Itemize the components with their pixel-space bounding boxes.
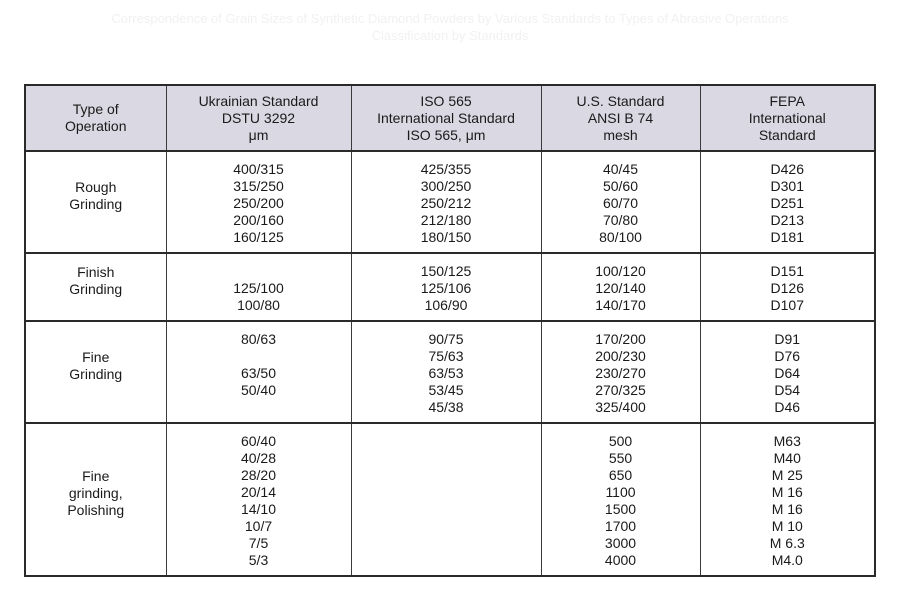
grain-size-value: D91	[774, 331, 801, 347]
header-text-line: U.S. Standard	[576, 92, 665, 109]
grain-size-value: 120/140	[595, 280, 646, 296]
grain-size-value: 160/125	[233, 229, 284, 245]
header-text-line: DSTU 3292	[221, 109, 296, 126]
ansi-cell	[541, 321, 700, 423]
operation-label: Grinding	[69, 196, 123, 212]
iso-cell	[351, 253, 541, 321]
grain-size-value: 325/400	[595, 399, 646, 415]
operation-label: Fine	[82, 349, 110, 365]
grain-size-value: 50/60	[602, 178, 639, 194]
grain-size-value: 200/230	[595, 348, 646, 364]
operation-cell	[25, 321, 166, 423]
grain-size-value: 75/63	[428, 348, 464, 364]
operation-label: grinding,	[68, 485, 123, 501]
grain-size-value: 20/14	[240, 484, 277, 500]
grain-size-value: 90/75	[428, 331, 464, 347]
grain-size-value: D107	[770, 297, 804, 313]
header-row	[25, 85, 875, 151]
grain-size-value: D126	[770, 280, 804, 296]
grain-size-value: 425/355	[420, 161, 472, 177]
header-us-standard	[541, 85, 700, 151]
grain-size-value: D54	[774, 382, 801, 398]
grain-size-value: 28/20	[240, 467, 277, 483]
grain-size-value: 550	[608, 450, 633, 466]
grain-size-value: 63/50	[240, 365, 277, 381]
ansi-cell	[541, 151, 700, 253]
grain-size-value: 300/250	[420, 178, 472, 194]
grain-size-value: 200/160	[233, 212, 284, 228]
header-text-line: μm	[248, 126, 269, 143]
grain-size-value: 40/45	[602, 161, 639, 177]
fepa-cell	[700, 423, 875, 576]
grain-size-value: 3000	[604, 535, 637, 551]
grain-size-value: D301	[770, 178, 804, 194]
header-text-line: Standard	[758, 126, 816, 143]
grain-size-value: 140/170	[595, 297, 646, 313]
grain-size-value: 53/45	[428, 382, 464, 398]
grain-size-value: 230/270	[595, 365, 646, 381]
header-text-line: ANSI B 74	[587, 109, 654, 126]
header-text-line: Type of	[72, 101, 119, 117]
header-text-line: mesh	[603, 126, 638, 143]
grain-size-value: 125/106	[420, 280, 472, 296]
grain-size-table	[24, 84, 876, 577]
grain-size-value: D151	[770, 263, 804, 279]
dstu-cell	[166, 423, 351, 576]
grain-size-value: D76	[774, 348, 801, 364]
grain-size-value: 60/70	[602, 195, 639, 211]
table-row	[25, 151, 875, 253]
grain-size-value: 100/80	[237, 297, 280, 313]
grain-size-value: D213	[770, 212, 804, 228]
table-row	[25, 253, 875, 321]
grain-size-value: 80/100	[599, 229, 642, 245]
faded-title-line-1: Correspondence of Grain Sizes of Synthetic Diamond Powders by Various Standards to Types of Abrasive Operations	[111, 11, 789, 26]
grain-size-value: 45/38	[428, 399, 464, 415]
grain-size-value: M 25	[771, 467, 803, 483]
grain-size-value: 650	[608, 467, 633, 483]
grain-size-value: 14/10	[240, 501, 277, 517]
iso-cell	[351, 321, 541, 423]
iso-cell	[351, 151, 541, 253]
grain-size-value: 5/3	[248, 552, 269, 568]
header-type-of-operation	[25, 85, 166, 151]
operation-label: Fine	[82, 468, 110, 484]
grain-size-value: 100/120	[595, 263, 646, 279]
fepa-cell	[700, 321, 875, 423]
operation-cell	[25, 423, 166, 576]
header-text-line: ISO 565	[420, 92, 472, 109]
grain-size-value: 1100	[605, 484, 636, 500]
grain-size-value: 4000	[604, 552, 637, 568]
table-row	[25, 321, 875, 423]
grain-size-value: D181	[770, 229, 804, 245]
faded-title-line-2: Classification by Standards	[371, 28, 529, 43]
table-row	[25, 423, 875, 576]
grain-size-value: 212/180	[420, 212, 472, 228]
header-iso-565	[351, 85, 541, 151]
grain-size-value: 125/100	[233, 280, 284, 296]
grain-size-value: M 10	[771, 518, 803, 534]
iso-cell	[351, 423, 541, 576]
dstu-cell	[166, 253, 351, 321]
fepa-cell	[700, 253, 875, 321]
header-text-line: FEPA	[769, 92, 806, 109]
grain-size-value: 400/315	[233, 161, 284, 177]
operation-label: Finish	[77, 264, 115, 280]
header-text-line: Ukrainian Standard	[198, 92, 319, 109]
operation-label: Grinding	[69, 281, 123, 297]
ansi-cell	[541, 423, 700, 576]
grain-size-value: 50/40	[240, 382, 277, 398]
grain-size-value: 250/200	[233, 195, 284, 211]
grain-size-value: 1500	[604, 501, 637, 517]
grain-size-value: 150/125	[420, 263, 472, 279]
header-text-line: Operation	[65, 118, 127, 134]
grain-size-value: 170/200	[595, 331, 646, 347]
grain-size-value: 10/7	[244, 518, 273, 534]
grain-size-value: 315/250	[233, 178, 284, 194]
grain-size-value: M40	[773, 450, 801, 466]
grain-size-value: M 16	[771, 501, 803, 517]
operation-label: Rough	[75, 179, 117, 195]
grain-size-value: 70/80	[602, 212, 639, 228]
operation-cell	[25, 151, 166, 253]
grain-size-value: 80/63	[240, 331, 277, 347]
grain-size-value: M63	[773, 433, 801, 449]
grain-size-value: 106/90	[424, 297, 468, 313]
grain-size-value: 60/40	[240, 433, 277, 449]
grain-size-value: 180/150	[420, 229, 472, 245]
dstu-cell	[166, 321, 351, 423]
operation-cell	[25, 253, 166, 321]
header-fepa	[700, 85, 875, 151]
grain-size-value: 250/212	[420, 195, 472, 211]
grain-size-value: 63/53	[428, 365, 464, 381]
grain-size-value: M 16	[771, 484, 803, 500]
grain-size-value: M4.0	[771, 552, 803, 568]
grain-size-value: D46	[774, 399, 801, 415]
header-ukrainian-standard	[166, 85, 351, 151]
grain-size-value: 40/28	[240, 450, 277, 466]
grain-size-value: D426	[770, 161, 804, 177]
grain-size-value: D251	[770, 195, 804, 211]
grain-size-value: 270/325	[595, 382, 646, 398]
faded-page-title	[20, 10, 880, 44]
operation-label: Grinding	[69, 366, 123, 382]
header-text-line: ISO 565, μm	[406, 126, 486, 143]
dstu-cell	[166, 151, 351, 253]
grain-size-value: 1700	[604, 518, 637, 534]
grain-size-value: 7/5	[248, 535, 269, 551]
grain-size-value: D64	[774, 365, 801, 381]
ansi-cell	[541, 253, 700, 321]
header-text-line: International	[748, 109, 826, 126]
header-text-line: International Standard	[377, 109, 515, 126]
fepa-cell	[700, 151, 875, 253]
grain-size-value: 500	[608, 433, 633, 449]
grain-size-value: M 6.3	[769, 535, 805, 551]
operation-label: Polishing	[67, 502, 125, 518]
